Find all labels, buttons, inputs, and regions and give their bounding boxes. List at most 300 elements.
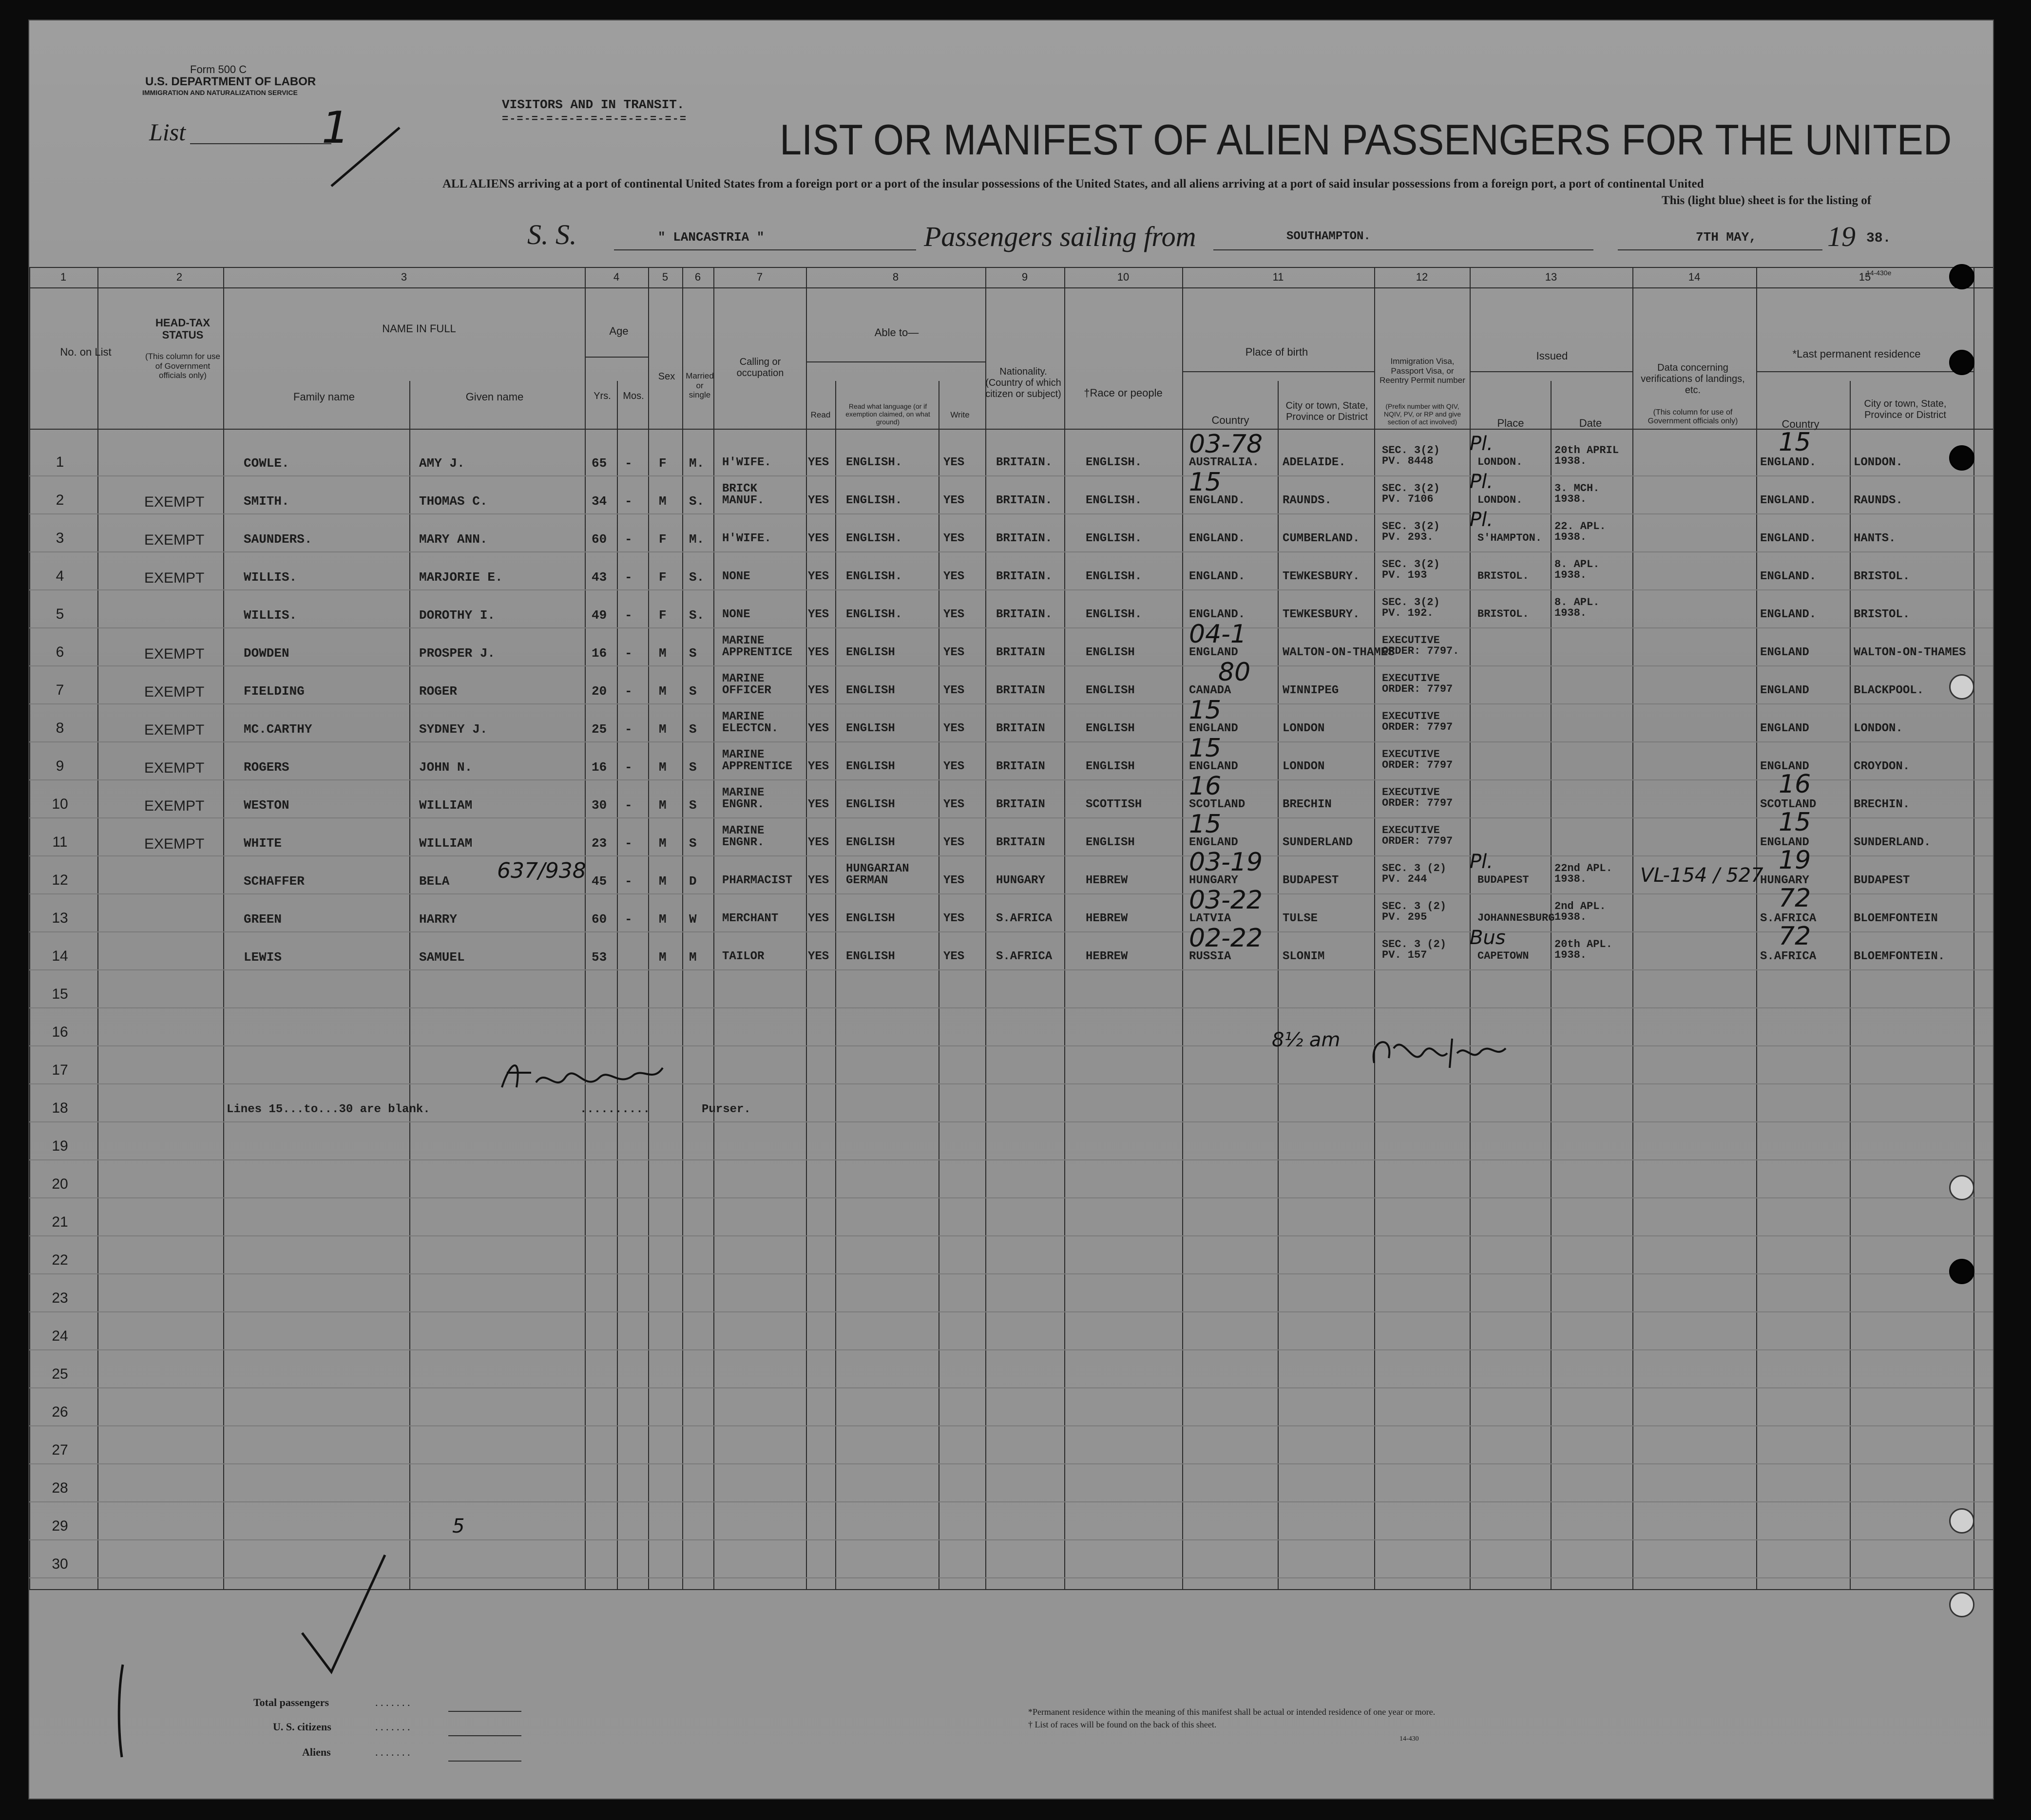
residence-city: BLOEMFONTEIN.: [1854, 950, 1945, 963]
birth-country: ENGLAND: [1189, 722, 1238, 735]
remark-purser: Purser.: [702, 1103, 751, 1116]
given-name: HARRY: [419, 912, 458, 927]
marital-status: M.: [689, 456, 705, 471]
race: SCOTTISH: [1086, 798, 1142, 811]
departure-port: SOUTHAMPTON.: [1286, 230, 1371, 243]
residence-city: BLACKPOOL.: [1854, 684, 1924, 697]
department-name: U.S. DEPARTMENT OF LABOR: [145, 75, 316, 88]
birth-city: TEWKESBURY.: [1283, 608, 1360, 621]
row-number: 20: [52, 1176, 68, 1192]
manifest-sheet: [28, 19, 1994, 1800]
handwritten-issued-mark: Bus: [1470, 927, 1506, 949]
occupation: MARINE APPRENTICE: [722, 748, 793, 773]
row-number: 18: [52, 1100, 68, 1116]
handwritten-note: 637/938: [497, 858, 586, 883]
race: ENGLISH: [1086, 646, 1135, 659]
footer-aliens: Aliens: [302, 1746, 331, 1758]
row-number: 8: [56, 720, 64, 736]
residence-country: ENGLAND: [1760, 722, 1809, 735]
row-number: 19: [52, 1138, 68, 1154]
corner-code: 14-430e: [1866, 269, 1892, 277]
residence-country: ENGLAND.: [1760, 570, 1817, 583]
age-years: 60: [592, 532, 607, 547]
row-rule: [29, 893, 1993, 894]
can-write: YES: [943, 722, 965, 735]
birth-city: BUDAPEST: [1283, 874, 1339, 887]
row-number: 5: [56, 606, 64, 622]
family-name: COWLE.: [244, 456, 289, 471]
row-number: 27: [52, 1442, 68, 1458]
header-head-tax-note: (This column for use of Government officials only): [145, 352, 220, 380]
can-write: YES: [943, 836, 965, 849]
header-yrs: Yrs.: [594, 391, 611, 401]
family-name: WILLIS.: [244, 608, 297, 623]
birth-country: HUNGARY: [1189, 874, 1238, 887]
column-number: 8: [892, 271, 899, 283]
sex: M: [659, 836, 667, 851]
birth-country: ENGLAND: [1189, 836, 1238, 849]
issued-place: BRISTOL.: [1477, 570, 1529, 582]
residence-country: HUNGARY: [1760, 874, 1809, 887]
birth-country: ENGLAND: [1189, 646, 1238, 659]
birth-country: CANADA: [1189, 684, 1231, 697]
sex: M: [659, 874, 667, 889]
sex: M: [659, 722, 667, 737]
marital-status: D: [689, 874, 697, 889]
footer-dots-2: . . . . . . .: [375, 1721, 410, 1733]
nationality: BRITAIN: [996, 722, 1045, 735]
row-rule: [29, 1197, 1993, 1198]
birth-city: LONDON: [1283, 722, 1325, 735]
handwritten-residence-code: 15: [1779, 808, 1811, 837]
birth-city: LONDON: [1283, 760, 1325, 773]
birth-city: SUNDERLAND: [1283, 836, 1353, 849]
given-name: WILLIAM: [419, 836, 473, 851]
issued-date: 22nd APL. 1938.: [1554, 862, 1612, 885]
row-rule: [29, 513, 1993, 514]
residence-city: BRISTOL.: [1854, 570, 1910, 583]
family-name: ROGERS: [244, 760, 289, 775]
given-name: AMY J.: [419, 456, 465, 471]
column-number: 14: [1688, 271, 1701, 283]
age-years: 49: [592, 608, 607, 623]
marital-status: S.: [689, 494, 705, 509]
ship-name: " LANCASTRIA ": [658, 230, 765, 245]
row-number: 17: [52, 1062, 68, 1078]
birth-country: SCOTLAND: [1189, 798, 1245, 811]
form-number: Form 500 C: [190, 63, 247, 76]
family-name: SAUNDERS.: [244, 532, 312, 547]
occupation: H'WIFE.: [722, 456, 771, 469]
residence-country: ENGLAND: [1760, 836, 1809, 849]
given-name: WILLIAM: [419, 798, 473, 813]
row-rule: [29, 1539, 1993, 1540]
column-number: 7: [756, 271, 763, 283]
given-name: THOMAS C.: [419, 494, 488, 509]
visa-number: SEC. 3(2) PV. 193: [1382, 558, 1440, 581]
family-name: WILLIS.: [244, 570, 297, 585]
row-rule: [29, 855, 1993, 856]
can-read: YES: [808, 722, 829, 735]
marital-status: M: [689, 950, 697, 965]
header-res-city: City or town, State, Province or District: [1864, 398, 1947, 420]
row-rule: [29, 1121, 1993, 1122]
read-language: ENGLISH.: [846, 608, 902, 621]
age-months: -: [625, 494, 632, 509]
residence-country: ENGLAND.: [1760, 608, 1817, 621]
residence-city: LONDON.: [1854, 456, 1903, 469]
row-rule: [29, 931, 1993, 932]
column-number: 12: [1416, 271, 1428, 283]
race: ENGLISH.: [1086, 532, 1142, 545]
birth-city: BRECHIN: [1283, 798, 1332, 811]
can-write: YES: [943, 874, 965, 887]
age-months: -: [625, 836, 632, 851]
header-mos: Mos.: [623, 391, 644, 401]
binder-hole: [1949, 1508, 1974, 1534]
binder-hole: [1949, 1592, 1974, 1617]
occupation: TAILOR: [722, 950, 765, 963]
nationality: BRITAIN.: [996, 494, 1053, 507]
column-number: 3: [401, 271, 407, 283]
binder-hole: [1949, 445, 1974, 471]
purser-signature: [497, 1053, 672, 1097]
row-number: 28: [52, 1480, 68, 1496]
birth-city: RAUNDS.: [1283, 494, 1332, 507]
row-number: 6: [56, 644, 64, 660]
sex: M: [659, 950, 667, 965]
row-number: 2: [56, 492, 64, 508]
header-family-name: Family name: [293, 391, 355, 403]
header-calling: Calling or occupation: [736, 357, 784, 379]
can-write: YES: [943, 950, 965, 963]
occupation: MERCHANT: [722, 912, 779, 925]
occupation: MARINE ENGNR.: [722, 786, 765, 811]
row-rule: [29, 551, 1993, 552]
handwritten-residence-code: 72: [1779, 922, 1811, 951]
head-tax-status: EXEMPT: [144, 760, 205, 776]
row-rule: [29, 1235, 1993, 1236]
footnote-residence: *Permanent residence within the meaning of this manifest shall be actual or intended residence of one year or more.: [1028, 1707, 1436, 1717]
remark-lines-blank: Lines 15...to...30 are blank.: [227, 1103, 430, 1116]
age-months: -: [625, 722, 632, 737]
issued-place: LONDON.: [1477, 494, 1523, 506]
given-name: BELA: [419, 874, 450, 889]
header-issued-place: Place: [1497, 417, 1524, 429]
row-number: 15: [52, 986, 68, 1002]
issued-place: LONDON.: [1477, 456, 1523, 468]
given-name: SYDNEY J.: [419, 722, 488, 737]
handwritten-code: 15: [1189, 810, 1222, 839]
residence-country: ENGLAND: [1760, 646, 1809, 659]
visa-number: SEC. 3 (2) PV. 295: [1382, 900, 1447, 923]
handwritten-issued-mark: Pl.: [1470, 471, 1493, 493]
row-rule: [29, 665, 1993, 666]
residence-country: SCOTLAND: [1760, 798, 1817, 811]
header-sex: Sex: [658, 371, 675, 382]
age-years: 30: [592, 798, 607, 813]
sex: F: [659, 532, 667, 547]
can-read: YES: [808, 760, 829, 773]
footnote-races: † List of races will be found on the back of this sheet.: [1028, 1720, 1217, 1729]
visa-number: EXECUTIVE ORDER: 7797: [1382, 710, 1453, 733]
row-rule: [29, 741, 1993, 742]
list-slash: [326, 123, 404, 191]
handwritten-code: 04-1: [1189, 620, 1247, 649]
marital-status: M.: [689, 532, 705, 547]
given-name: PROSPER J.: [419, 646, 496, 661]
row-rule: [29, 627, 1993, 628]
issued-place: BRISTOL.: [1477, 608, 1529, 620]
occupation: PHARMACIST: [722, 874, 793, 887]
occupation: MARINE APPRENTICE: [722, 634, 793, 659]
handwritten-code: 03-19: [1189, 848, 1263, 877]
header-place-of-birth: Place of birth: [1245, 346, 1308, 358]
read-language: ENGLISH: [846, 722, 895, 735]
column-number: 11: [1272, 271, 1284, 283]
read-language: ENGLISH: [846, 760, 895, 773]
can-read: YES: [808, 646, 829, 659]
sex: M: [659, 684, 667, 699]
row-rule: [29, 1349, 1993, 1350]
age-years: 65: [592, 456, 607, 471]
residence-city: RAUNDS.: [1854, 494, 1903, 507]
manifest-table: [29, 20, 1993, 1799]
ss-label: S. S.: [527, 219, 577, 250]
footer-dots-3: . . . . . . .: [375, 1746, 410, 1758]
given-name: DOROTHY I.: [419, 608, 496, 623]
sex: F: [659, 608, 667, 623]
sex: M: [659, 646, 667, 661]
year-suffix: 38.: [1866, 231, 1891, 246]
row-number: 26: [52, 1404, 68, 1420]
occupation: MARINE ENGNR.: [722, 824, 765, 849]
issued-place: S'HAMPTON.: [1477, 532, 1542, 544]
header-birth-country: Country: [1211, 414, 1249, 426]
footer-total-passengers: Total passengers: [253, 1696, 329, 1708]
race: ENGLISH: [1086, 760, 1135, 773]
binder-hole: [1949, 264, 1974, 289]
birth-city: ADELAIDE.: [1283, 456, 1346, 469]
row-rule: [29, 1273, 1993, 1274]
column-number: 9: [1021, 271, 1028, 283]
sex: M: [659, 494, 667, 509]
nationality: BRITAIN.: [996, 532, 1053, 545]
residence-country: ENGLAND.: [1760, 456, 1817, 469]
can-read: YES: [808, 532, 829, 545]
can-read: YES: [808, 684, 829, 697]
row-number: 24: [52, 1328, 68, 1344]
header-last-residence: *Last permanent residence: [1792, 348, 1921, 360]
handwritten-row-mark: 5: [452, 1515, 465, 1537]
handwritten-code: 02-22: [1189, 924, 1263, 953]
handwritten-residence-code: 16: [1779, 770, 1811, 799]
row-number: 4: [56, 568, 64, 584]
age-months: -: [625, 874, 632, 889]
manifest-subtitle-1: ALL ALIENS arriving at a port of continental United States from a foreign port or a port of the insular possessions of the United States, and all aliens arriving at a port of said insular possessions from a foreign port, a port of continental United: [442, 177, 1704, 190]
occupation: BRICK MANUF.: [722, 482, 765, 507]
binder-hole: [1949, 350, 1974, 375]
header-given-name: Given name: [465, 391, 524, 403]
residence-city: BRISTOL.: [1854, 608, 1910, 621]
handwritten-code: 03-22: [1189, 886, 1263, 915]
marital-status: S: [689, 684, 697, 699]
head-tax-status: EXEMPT: [144, 722, 205, 738]
row-number: 14: [52, 948, 68, 964]
birth-country: ENGLAND.: [1189, 608, 1245, 621]
visa-number: EXECUTIVE ORDER: 7797.: [1382, 634, 1459, 657]
can-read: YES: [808, 494, 829, 507]
age-years: 60: [592, 912, 607, 927]
marital-status: S.: [689, 570, 705, 585]
row-number: 29: [52, 1518, 68, 1534]
read-language: ENGLISH.: [846, 532, 902, 545]
footer-dots-1: . . . . . . .: [375, 1696, 410, 1708]
column-number: 1: [60, 271, 67, 283]
service-name: IMMIGRATION AND NATURALIZATION SERVICE: [142, 89, 298, 96]
footer-total-line: [448, 1711, 521, 1712]
row-rule: [29, 589, 1993, 590]
visa-number: SEC. 3(2) PV. 7106: [1382, 482, 1440, 505]
can-write: YES: [943, 570, 965, 583]
residence-country: ENGLAND.: [1760, 532, 1817, 545]
marital-status: W: [689, 912, 697, 927]
marital-status: S: [689, 836, 697, 851]
read-language: ENGLISH: [846, 684, 895, 697]
residence-city: SUNDERLAND.: [1854, 836, 1931, 849]
nationality: BRITAIN: [996, 684, 1045, 697]
binder-hole: [1949, 1175, 1974, 1200]
residence-country: ENGLAND: [1760, 760, 1809, 773]
birth-country: ENGLAND.: [1189, 570, 1245, 583]
manifest-title: LIST OR MANIFEST OF ALIEN PASSENGERS FOR THE UNITED: [780, 115, 1952, 164]
issued-date: 20th APL. 1938.: [1554, 938, 1612, 961]
header-write: Write: [950, 410, 970, 419]
column-number: 15: [1859, 271, 1871, 283]
column-number: 10: [1117, 271, 1130, 283]
occupation: MARINE OFFICER: [722, 672, 771, 697]
row-number: 3: [56, 530, 64, 546]
read-language: ENGLISH: [846, 798, 895, 811]
issued-date: 8. APL. 1938.: [1554, 596, 1600, 619]
can-write: YES: [943, 684, 965, 697]
given-name: MARJORIE E.: [419, 570, 503, 585]
can-read: YES: [808, 836, 829, 849]
occupation: NONE: [722, 608, 750, 621]
family-name: FIELDING: [244, 684, 305, 699]
column-number: 4: [613, 271, 620, 283]
residence-country: ENGLAND.: [1760, 494, 1817, 507]
marital-status: S: [689, 760, 697, 775]
sex: M: [659, 798, 667, 813]
occupation: MARINE ELECTCN.: [722, 710, 779, 735]
birth-country: LATVIA: [1189, 912, 1231, 925]
row-rule: [29, 1501, 1993, 1502]
handwritten-residence-code: 19: [1779, 846, 1811, 875]
race: HEBREW: [1086, 874, 1128, 887]
birth-country: ENGLAND.: [1189, 494, 1245, 507]
age-years: 43: [592, 570, 607, 585]
race: ENGLISH.: [1086, 494, 1142, 507]
handwritten-issued-mark: Pl.: [1470, 851, 1493, 873]
nationality: BRITAIN: [996, 836, 1045, 849]
given-name: SAMUEL: [419, 950, 465, 965]
header-able-to: Able to—: [874, 326, 919, 339]
can-write: YES: [943, 608, 965, 621]
read-language: ENGLISH: [846, 646, 895, 659]
head-tax-status: EXEMPT: [144, 570, 205, 586]
can-write: YES: [943, 912, 965, 925]
read-language: ENGLISH.: [846, 456, 902, 469]
occupation: H'WIFE.: [722, 532, 771, 545]
header-data-verif: Data concerning verifications of landings, etc.: [1641, 362, 1745, 396]
remark-dots: ..........: [580, 1103, 651, 1116]
list-type-underline: =-=-=-=-=-=-=-=-=-=-=-=-=: [502, 113, 688, 125]
age-months: -: [625, 570, 632, 585]
birth-country: ENGLAND.: [1189, 532, 1245, 545]
row-rule: [29, 817, 1993, 818]
row-rule: [29, 1311, 1993, 1312]
family-name: DOWDEN: [244, 646, 289, 661]
sailing-date: 7TH MAY,: [1696, 230, 1757, 245]
head-tax-status: EXEMPT: [144, 798, 205, 814]
can-read: YES: [808, 950, 829, 963]
residence-city: BRECHIN.: [1854, 798, 1910, 811]
row-number: 23: [52, 1290, 68, 1306]
row-rule: [29, 1045, 1993, 1046]
issued-date: 20th APRIL 1938.: [1554, 444, 1619, 467]
can-read: YES: [808, 798, 829, 811]
age-months: -: [625, 912, 632, 927]
birth-city: WINNIPEG: [1283, 684, 1339, 697]
read-language: HUNGARIAN GERMAN: [846, 862, 909, 887]
handwritten-issued-mark: Pl.: [1470, 433, 1493, 455]
row-number: 13: [52, 910, 68, 926]
row-number: 12: [52, 872, 68, 888]
birth-city: SLONIM: [1283, 950, 1325, 963]
issued-date: 3. MCH. 1938.: [1554, 482, 1600, 505]
column-number: 13: [1545, 271, 1557, 283]
header-no-on-list: No. on List: [60, 346, 112, 358]
visa-number: SEC. 3(2) PV. 192.: [1382, 596, 1440, 619]
birth-city: TEWKESBURY.: [1283, 570, 1360, 583]
header-name-in-full: NAME IN FULL: [382, 322, 456, 335]
can-read: YES: [808, 608, 829, 621]
marital-status: S: [689, 722, 697, 737]
race: HEBREW: [1086, 912, 1128, 925]
given-name: MARY ANN.: [419, 532, 488, 547]
can-write: YES: [943, 456, 965, 469]
handwritten-code: 03-78: [1189, 430, 1263, 459]
family-name: SCHAFFER: [244, 874, 305, 889]
birth-country: RUSSIA: [1189, 950, 1231, 963]
family-name: WESTON: [244, 798, 289, 813]
family-name: LEWIS: [244, 950, 282, 965]
race: ENGLISH.: [1086, 456, 1142, 469]
visa-number: EXECUTIVE ORDER: 7797: [1382, 786, 1453, 809]
can-read: YES: [808, 912, 829, 925]
residence-city: CROYDON.: [1854, 760, 1910, 773]
visa-number: EXECUTIVE ORDER: 7797: [1382, 824, 1453, 847]
residence-country: S.AFRICA: [1760, 912, 1817, 925]
head-tax-status: EXEMPT: [144, 646, 205, 662]
head-tax-status: EXEMPT: [144, 532, 205, 548]
header-data-verif-note: (This column for use of Government officials only): [1648, 408, 1738, 426]
can-write: YES: [943, 494, 965, 507]
handwritten-verification: VL-154 / 527: [1640, 864, 1763, 887]
issued-place: BUDAPEST: [1477, 874, 1529, 886]
age-months: -: [625, 760, 632, 775]
